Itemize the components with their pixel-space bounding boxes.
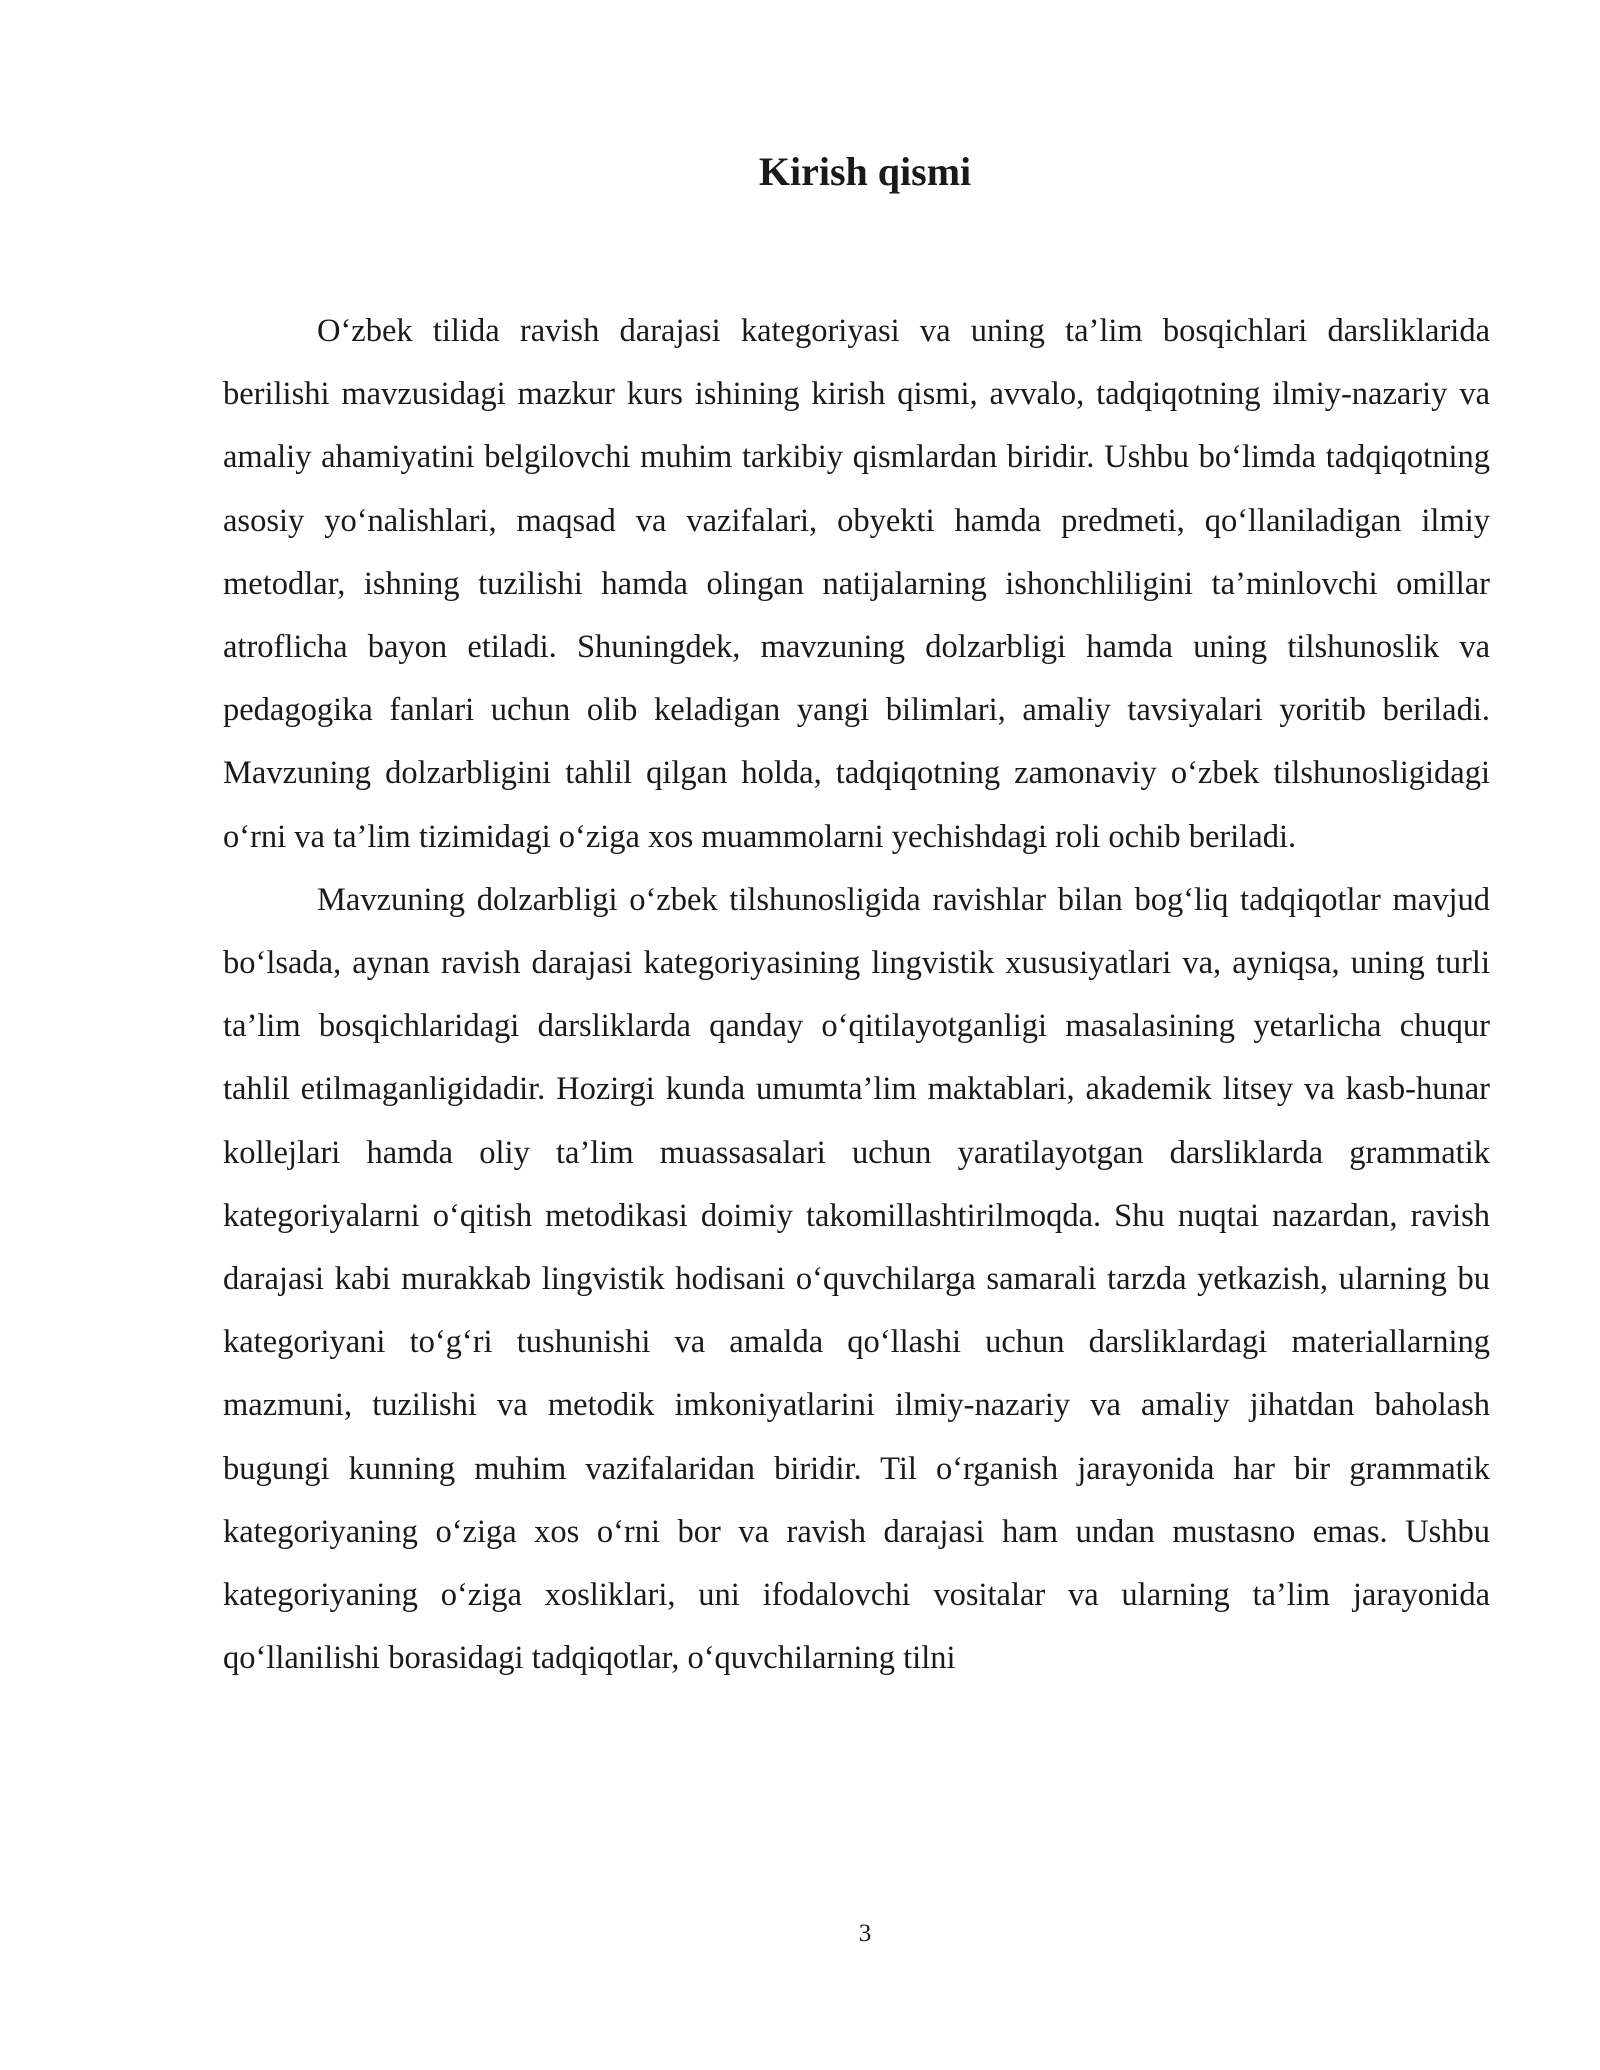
body-text — [223, 300, 1490, 1690]
page-title: Kirish qismi — [758, 149, 972, 194]
page-number: 3 — [858, 1920, 872, 1947]
paragraph-1: O‘zbek tilida ravish darajasi kategoriyasi va uning ta’lim bosqichlari darsliklarida berilishi mavzusidagi mazkur kurs ishining kirish qismi, avvalo, tadqiqotning ilmiy-nazariy va amaliy ahamiyatini belgilovchi muhim tarkibiy qismlardan biridir. Ushbu bo‘limda tadqiqotning asosiy yo‘nalishlari, maqsad va vazifalari, obyekti hamda predmeti, qo‘llaniladigan ilmiy metodlar, ishning tuzilishi hamda olingan natijalarning ishonchliligini ta’minlovchi omillar atroflicha bayon etiladi. Shuningdek, mavzuning dolzarbligi hamda uning tilshunoslik va pedagogika fanlari uchun olib keladigan yangi bilimlari, amaliy tavsiyalari yoritib beriladi. Mavzuning dolzarbligini tahlil qilgan holda, tadqiqotning zamonaviy o‘zbek tilshunosligidagi o‘rni va ta’lim tizimidagi o‘ziga xos muammolarni yechishdagi roli ochib beriladi. — [223, 313, 1490, 855]
paragraph-2: Mavzuning dolzarbligi o‘zbek tilshunosligida ravishlar bilan bog‘liq tadqiqotlar mavjud bo‘lsada, aynan ravish darajasi kategoriyasining lingvistik xususiyatlari va, ayniqsa, uning turli ta’lim bosqichlaridagi darsliklarda qanday o‘qitilayotganligi masalasining yetarlicha chuqur tahlil etilmaganligidadir. Hozirgi kunda umumta’lim maktablari, akademik litsey va kasb-hunar kollejlari hamda oliy ta’lim muassasalari uchun yaratilayotgan darsliklarda grammatik kategoriyalarni o‘qitish metodikasi doimiy takomillashtirilmoqda. Shu nuqtai nazardan, ravish darajasi kabi murakkab lingvistik hodisani o‘quvchilarga samarali tarzda yetkazish, ularning bu kategoriyani to‘g‘ri tushunishi va amalda qo‘llashi uchun darsliklardagi materiallarning mazmuni, tuzilishi va metodik imkoniyatlarini ilmiy-nazariy va amaliy jihatdan baholash bugungi kunning muhim vazifalaridan biridir. Til o‘rganish jarayonida har bir grammatik kategoriyaning o‘ziga xos o‘rni bor va ravish darajasi ham undan mustasno emas. Ushbu kategoriyaning o‘ziga xosliklari, uni ifodalovchi vositalar va ularning ta’lim jarayonida qo‘llanilishi borasidagi tadqiqotlar, o‘quvchilarning tilni — [223, 881, 1490, 1677]
